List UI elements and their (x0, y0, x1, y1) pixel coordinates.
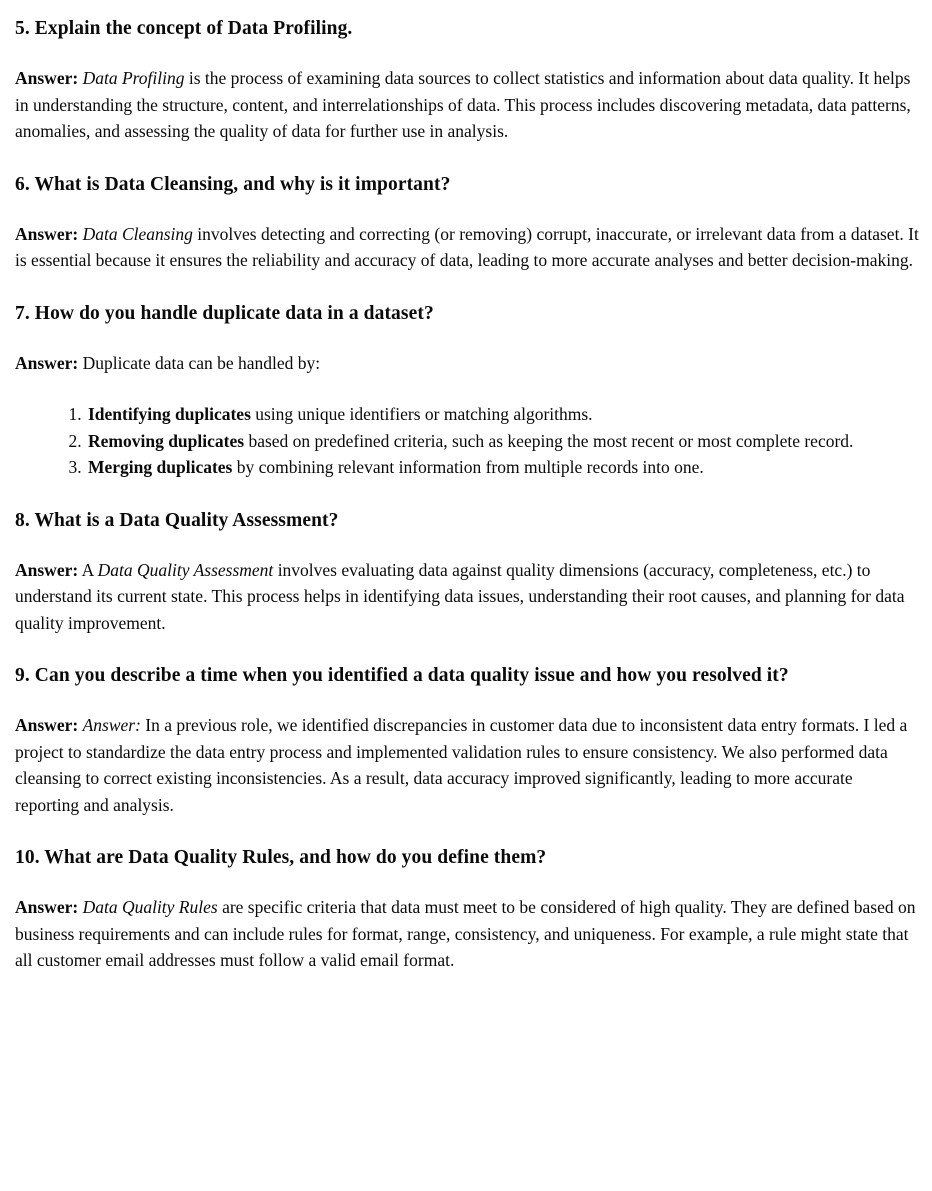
text-run: Data Quality Assessment (97, 559, 274, 580)
text-run: Answer: (15, 352, 79, 373)
qa-section (15, 508, 920, 637)
qa-section (15, 663, 920, 818)
answer-paragraph (15, 65, 920, 145)
qa-section (15, 845, 920, 974)
qa-section (15, 16, 920, 145)
text-run: are specific criteria that data must meet to be considered of high quality. They are defined based on business requirements and can include rules for format, range, consistency, and uniqueness. For example, a rule might state that all customer email addresses must follow a valid email format. (15, 897, 920, 970)
text-run: In a previous role, we identified discrepancies in customer data due to inconsistent data entry formats. I led a project to standardize the data entry process and implemented validation rules to ensure consistency. We also performed data cleansing to correct existing inconsistencies. As a result, data accuracy improved significantly, leading to more accurate reporting and analysis. (15, 715, 912, 815)
answer-paragraph (15, 894, 920, 974)
text-run: is the process of examining data sources to collect statistics and information about data quality. It helps in understanding the structure, content, and interrelationships of data. This process includes discovering metadata, data patterns, anomalies, and assessing the quality of data for further use in analysis. (15, 68, 916, 141)
text-run: A (78, 559, 98, 580)
answer-list (15, 401, 920, 481)
text-run: Answer: (15, 223, 79, 244)
text-run: involves evaluating data against quality dimensions (accuracy, completeness, etc.) to understand its current state. This process helps in identifying data issues, understanding their root causes, and planning for data quality improvement. (15, 559, 909, 633)
text-run: involves detecting and correcting (or removing) corrupt, inaccurate, or irrelevant data from a dataset. It is essential because it ensures the reliability and accuracy of data, leading to more accurate analyses and better decision-making. (15, 223, 924, 270)
text-run: Removing duplicates (88, 430, 245, 451)
text-run: Data Profiling (82, 68, 185, 88)
qa-section (15, 301, 920, 481)
text-run: Answer: (15, 68, 79, 88)
answer-paragraph (15, 557, 920, 637)
text-run: by combining relevant information from multiple records into one. (232, 457, 704, 477)
answer-paragraph (15, 221, 924, 274)
question-heading: 8. What is a Data Quality Assessment? (15, 509, 339, 531)
text-run: Duplicate data can be handled by: (78, 352, 321, 373)
text-run: using unique identifiers or matching algorithms. (250, 404, 593, 424)
answer-paragraph (15, 350, 920, 377)
list-item (86, 454, 920, 481)
question-heading: 5. Explain the concept of Data Profiling. (15, 18, 353, 39)
text-run: Answer: (15, 559, 79, 580)
question-heading: 9. Can you describe a time when you identified a data quality issue and how you resolved it? (15, 665, 789, 686)
list-item (86, 401, 920, 428)
answer-paragraph (15, 712, 920, 818)
text-run: Answer: (15, 715, 79, 735)
question-heading: 10. What are Data Quality Rules, and how do you define them? (15, 847, 547, 868)
document-page (15, 16, 924, 974)
qa-section (15, 172, 924, 274)
question-heading: 6. What is Data Cleansing, and why is it important? (15, 173, 451, 195)
text-run: Data Cleansing (82, 223, 193, 244)
question-heading: 7. How do you handle duplicate data in a dataset? (15, 302, 434, 324)
text-run: Merging duplicates (88, 457, 233, 477)
text-run: Identifying duplicates (88, 404, 251, 424)
text-run: based on predefined criteria, such as keeping the most recent or most complete record. (244, 430, 854, 451)
text-run: Answer: (15, 897, 79, 917)
text-run: Answer: (82, 715, 141, 735)
text-run: Data Quality Rules (82, 897, 218, 917)
list-item (86, 428, 920, 455)
